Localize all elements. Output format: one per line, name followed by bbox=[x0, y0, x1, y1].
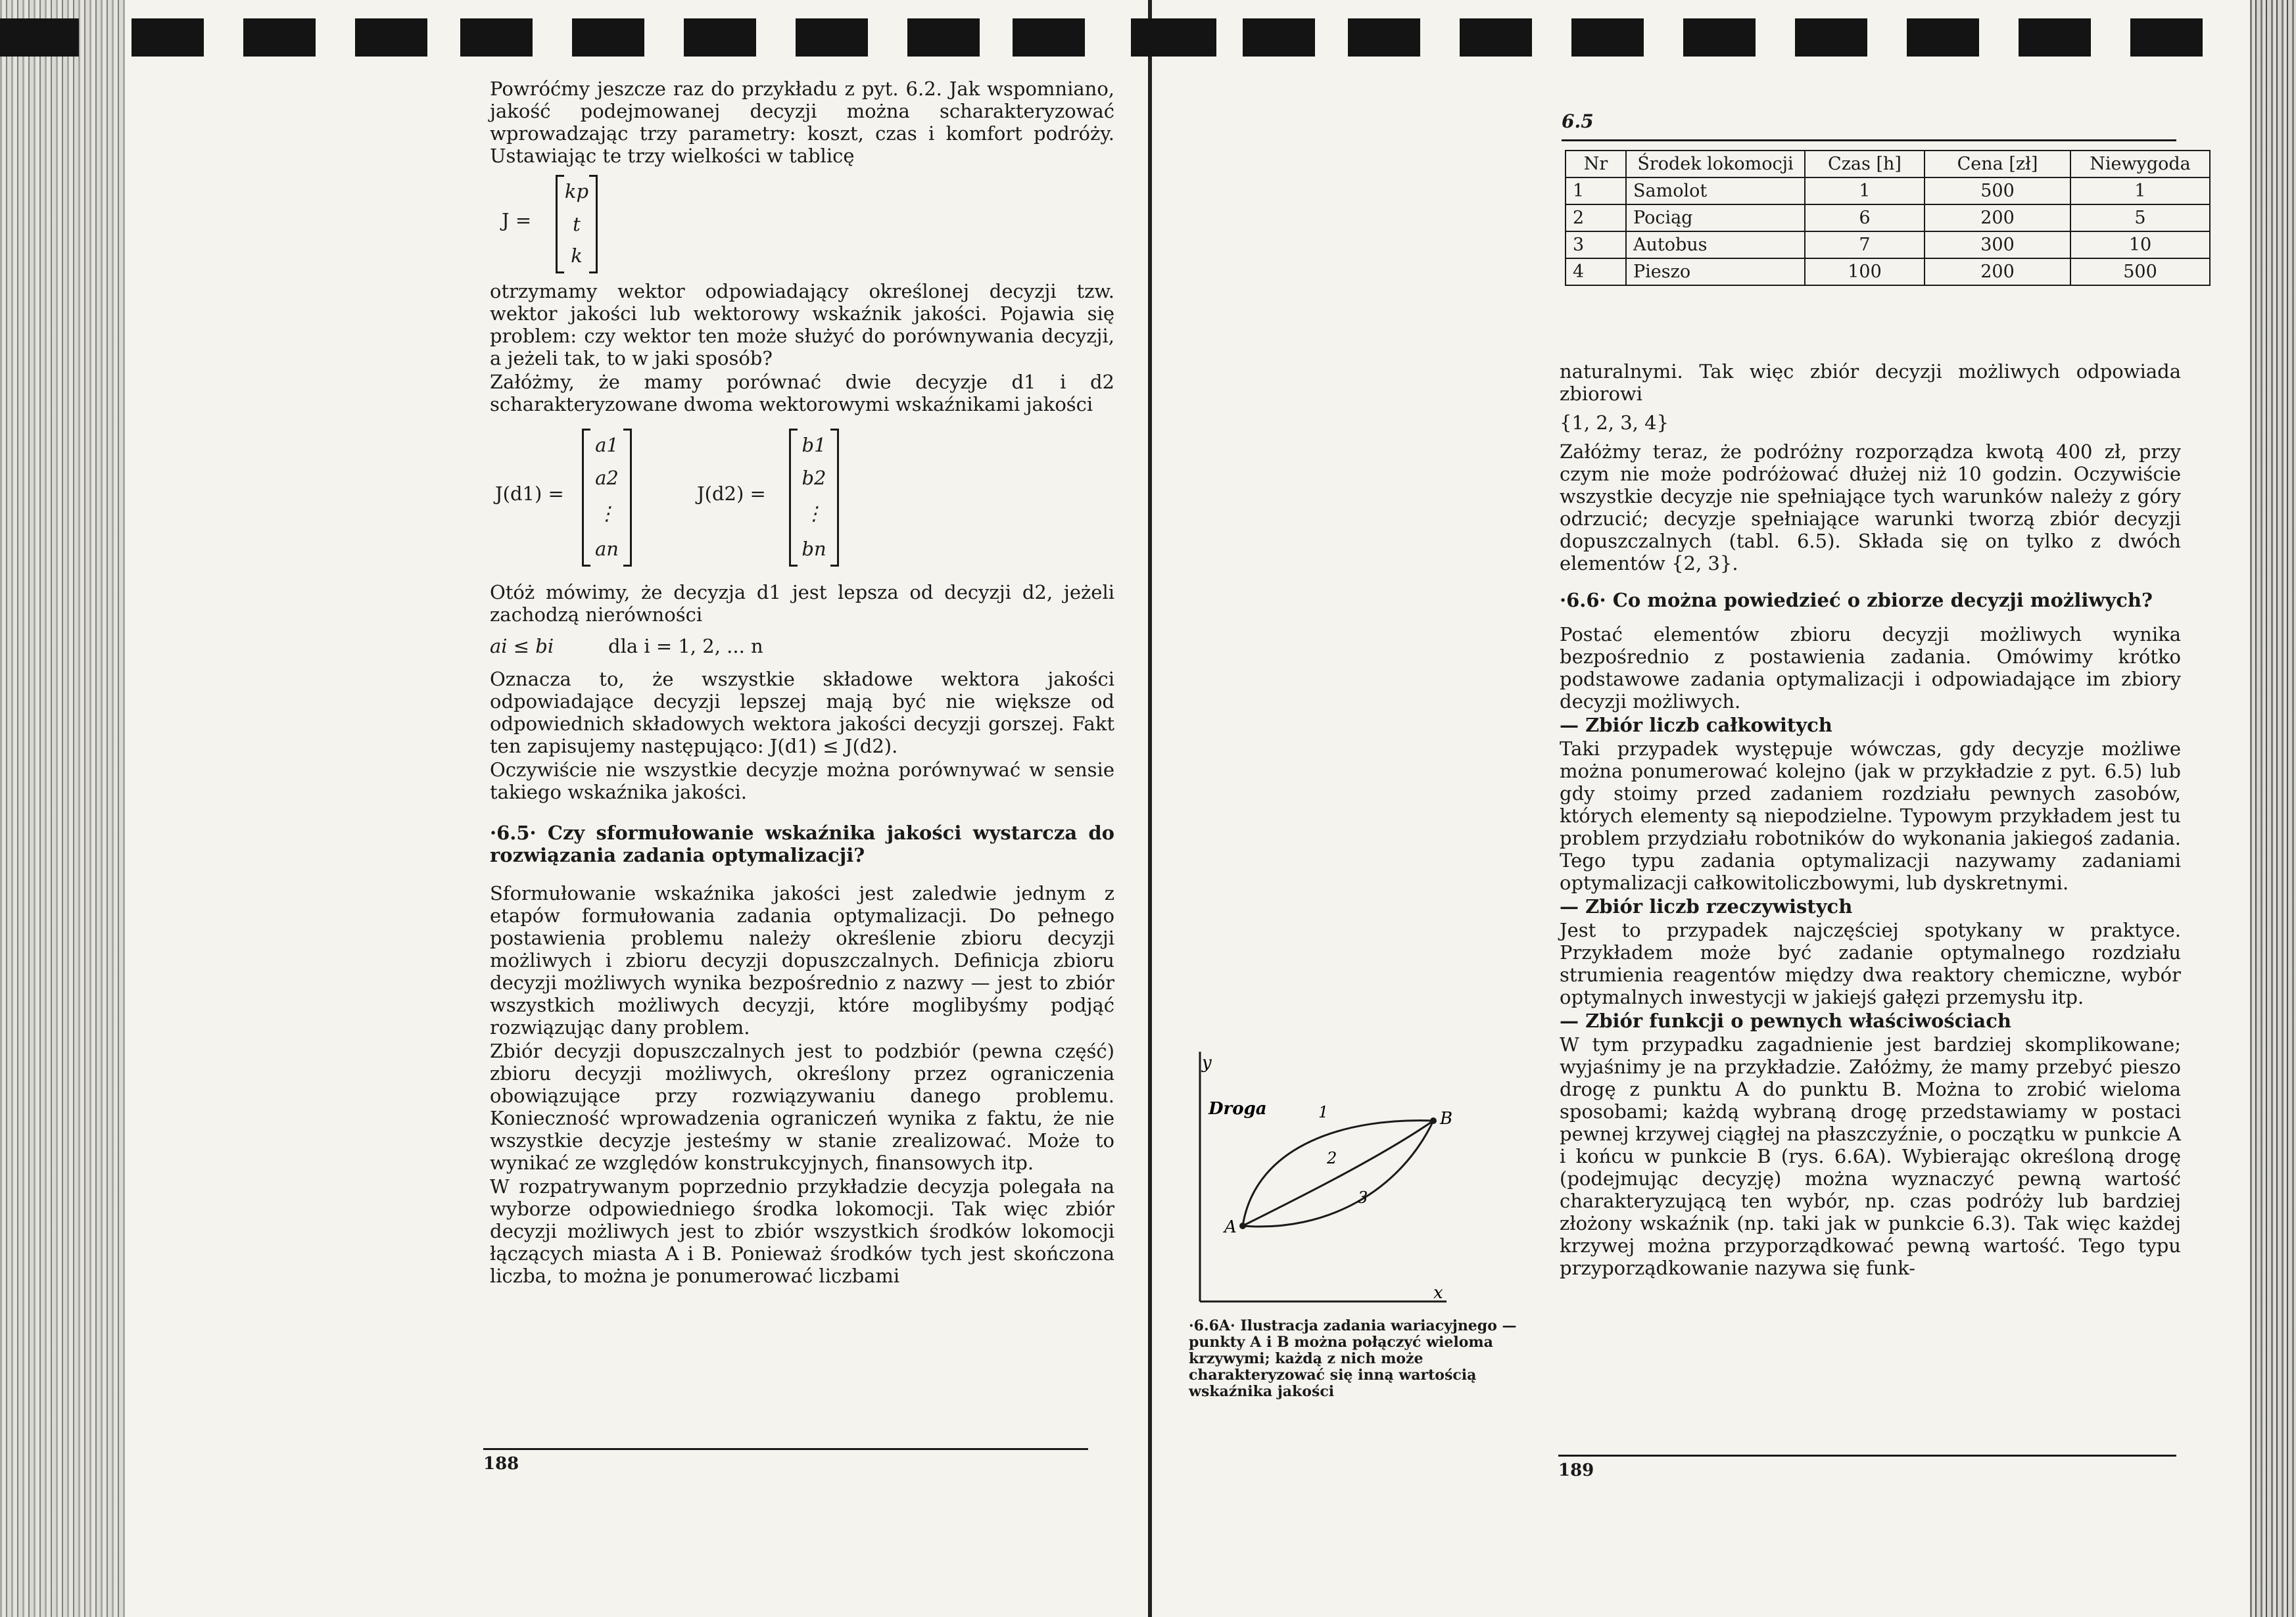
table-header: Czas [h] bbox=[1805, 151, 1925, 177]
table-row: 1 Samolot 1 500 1 bbox=[1566, 177, 2210, 204]
matrix-entry: ⋮ bbox=[804, 502, 824, 525]
path-curve-1 bbox=[1243, 1121, 1433, 1226]
x-axis-label: x bbox=[1433, 1283, 1443, 1303]
right-footer-rule bbox=[1558, 1455, 2176, 1457]
figure-variational-paths bbox=[1184, 1045, 1512, 1308]
scan-edge-right bbox=[2250, 0, 2296, 1617]
left-paragraph-9: W rozpatrywanym poprzednio przykładzie decyzja polegała na wyborze odpowiedniego środka lokomocji. Tak więc zbiór decyzji możliwych jest to zbiór wszystkich środków lokomocji łączących miasta A i B. Ponieważ środków tych jest skończona liczba, to można je ponumerować liczbami bbox=[490, 1175, 1114, 1287]
matrix-entry: b1 bbox=[801, 434, 826, 456]
left-page-column bbox=[490, 78, 1114, 1288]
equation-quality-vector bbox=[490, 168, 1114, 280]
matrix-b bbox=[789, 429, 839, 567]
left-paragraph-3: Załóżmy, że mamy porównać dwie decyzje d1 i d2 scharakteryzowane dwoma wektorowymi wskaźnikami jakości bbox=[490, 371, 1114, 415]
page-number-right: 189 bbox=[1558, 1461, 1594, 1480]
scan-top-border bbox=[0, 18, 2296, 58]
figure-caption: ·6.6A· Ilustracja zadania wariacyjnego — punkty A i B można połączyć wieloma krzywymi; każdą z nich może charakteryzować się inną wartością wskaźnika jakości bbox=[1189, 1317, 1517, 1400]
right-paragraph-2: Załóżmy teraz, że podróżny rozporządza kwotą 400 zł, przy czym nie może podróżować dłużej niż 10 godzin. Oczywiście wszystkie decyzje nie spełniające tych warunków należy z góry odrzucić; decyzje spełniające warunki tworzą zbiór decyzji dopuszczalnych (tabl. 6.5). Składa się on tylko z dwóch elementów {2, 3}. bbox=[1560, 440, 2181, 574]
right-paragraph-1: naturalnymi. Tak więc zbiór decyzji możliwych odpowiada zbiorowi bbox=[1560, 360, 2181, 405]
equation-lhs-a: J(d1) = bbox=[495, 482, 564, 505]
scan-edge-left bbox=[0, 0, 125, 1617]
left-paragraph-5: Oznacza to, że wszystkie składowe wektora jakości odpowiadające decyzji lepszej mają być nie większe od odpowiednich składowych wektora jakości decyzji gorszej. Fakt ten zapisujemy następująco: J(d1) ≤ J(d2). bbox=[490, 668, 1114, 757]
table-row: 4 Pieszo 100 200 500 bbox=[1566, 258, 2210, 285]
matrix-entry: t bbox=[573, 213, 581, 235]
section-heading-6-5: ·6.5· Czy sformułowanie wskaźnika jakości wystarcza do rozwiązania zadania optymalizacji? bbox=[490, 822, 1114, 866]
left-paragraph-7: Sformułowanie wskaźnika jakości jest zaledwie jednym z etapów formułowania zadania optymalizacji. Do pełnego postawienia problemu należy określenie zbioru decyzji możliwych i zbioru decyzji dopuszczalnych. Definicja zbioru decyzji możliwych wynika bezpośrednio z nazwy — jest to zbiór wszystkich możliwych decyzji, które moglibyśmy podjąć rozwiązując dany problem. bbox=[490, 882, 1114, 1039]
possible-decisions-set: {1, 2, 3, 4} bbox=[1560, 411, 1669, 434]
table-header: Środek lokomocji bbox=[1626, 151, 1805, 177]
table-6-5 bbox=[1565, 150, 2211, 286]
inequality-line bbox=[490, 630, 1114, 664]
matrix-entry: a1 bbox=[595, 434, 619, 456]
right-paragraph-3: Postać elementów zbioru decyzji możliwych wynika bezpośrednio z postawienia zadania. Omówimy krótko podstawowe zadania optymalizacji i odpowiadające im zbiory decyzji możliwych. bbox=[1560, 623, 2181, 713]
matrix-entry: a2 bbox=[595, 467, 619, 489]
section-heading-6-6: ·6.6· Co można powiedzieć o zbiorze decyzji możliwych? bbox=[1560, 589, 2153, 611]
table-label: 6.5 bbox=[1562, 110, 1594, 132]
left-paragraph-8: Zbiór decyzji dopuszczalnych jest to podzbiór (pewna część) zbioru decyzji możliwych, określony przez ograniczenia obowiązujące przy rozwiązywaniu danego problemu. Konieczność wprowadzenia ograniczeń wynika z faktu, że nie wszystkie decyzje jesteśmy w stanie zrealizować. Może to wynikać ze względów konstrukcyjnych, finansowych itp. bbox=[490, 1040, 1114, 1174]
left-paragraph-2: otrzymamy wektor odpowiadający określonej decyzji tzw. wektor jakości lub wektorowy wskaźnik jakości. Pojawia się problem: czy wektor ten może służyć do porównywania decyzji, a jeżeli tak, to w jaki sposób? bbox=[490, 280, 1114, 369]
table-header: Nr bbox=[1566, 151, 1626, 177]
table-row: 3 Autobus 7 300 10 bbox=[1566, 231, 2210, 258]
right-page-column bbox=[1560, 360, 2181, 1280]
matrix-entry: an bbox=[595, 538, 619, 560]
equation-lhs: J = bbox=[502, 209, 532, 231]
right-paragraph-5: Jest to przypadek najczęściej spotykany w praktyce. Przykładem może być zadanie optymalnego rozdziału strumienia reagentów między dwa reaktory chemiczne, wybór optymalnych inwestycji w jakiejś gałęzi przemysłu itp. bbox=[1560, 919, 2181, 1008]
table-row: 2 Pociąg 6 200 5 bbox=[1566, 204, 2210, 231]
left-footer-rule bbox=[483, 1448, 1088, 1450]
matrix-j bbox=[556, 175, 598, 273]
y-axis-label: y bbox=[1202, 1053, 1212, 1073]
matrix-entry: kp bbox=[564, 180, 589, 202]
left-paragraph-6: Oczywiście nie wszystkie decyzje można porównywać w sensie takiego wskaźnika jakości. bbox=[490, 759, 1114, 803]
left-paragraph-4: Otóż mówimy, że decyzja d1 jest lepsza od decyzji d2, jeżeli zachodzą nierówności bbox=[490, 581, 1114, 626]
book-gutter bbox=[1148, 0, 1152, 1617]
inequality-range: dla i = 1, 2, ... n bbox=[608, 635, 763, 657]
subheading-reals: — Zbiór liczb rzeczywistych bbox=[1560, 895, 1853, 918]
inequality-expression: ai ≤ bi bbox=[490, 635, 554, 657]
left-paragraph-1: Powróćmy jeszcze raz do przykładu z pyt. 6.2. Jak wspomniano, jakość podejmowanej decyzji można scharakteryzować wprowadzając trzy parametry: koszt, czas i komfort podróży. Ustawiając te trzy wielkości w tablicę bbox=[490, 78, 1114, 167]
subheading-functions: — Zbiór funkcji o pewnych właściwościach bbox=[1560, 1010, 2011, 1032]
point-a-label: A bbox=[1224, 1217, 1237, 1237]
figure-6-6a bbox=[1184, 1045, 1512, 1308]
table-header: Niewygoda bbox=[2070, 151, 2210, 177]
matrix-a bbox=[582, 429, 632, 567]
point-b-label: B bbox=[1440, 1109, 1453, 1129]
equation-lhs-b: J(d2) = bbox=[697, 482, 766, 505]
right-paragraph-4: Taki przypadek występuje wówczas, gdy decyzje możliwe można ponumerować kolejno (jak w przykładzie z pyt. 6.5) lub gdy stoimy przed zadaniem rozdziału pewnych zasobów, których elementy są niepodzielne. Typowym przykładem jest tu problem przydziału robotników do wykonania jakiegoś zadania. Tego typu zadania optymalizacji nazywamy zadaniami optymalizacji całkowitoliczbowymi, lub dyskretnymi. bbox=[1560, 738, 2181, 894]
matrix-entry: k bbox=[571, 245, 583, 267]
matrix-entry: bn bbox=[801, 538, 826, 560]
page-number-left: 188 bbox=[483, 1454, 519, 1474]
path-curve-2 bbox=[1243, 1121, 1433, 1226]
curve-label-3: 3 bbox=[1358, 1188, 1368, 1207]
subheading-integers: — Zbiór liczb całkowitych bbox=[1560, 714, 1832, 736]
right-paragraph-6: W tym przypadku zagadnienie jest bardziej skomplikowane; wyjaśnimy je na przykładzie. Załóżmy, że mamy przebyć pieszo drogę z punktu A do punktu B. Można to zrobić wieloma sposobami; każdą wybraną drogę przedstawiamy w postaci pewnej krzywej ciągłej na płaszczyźnie, o początku w punkcie A i końcu w punkcie B (rys. 6.6A). Wybierając określoną drogę (podejmując decyzję) można wyznaczyć pewną wartość charakteryzującą ten wybór, np. czas podróży lub bardziej złożony wskaźnik (np. taki jak w punkcie 6.3). Tak więc każdej krzywej można przyporządkować pewną wartość. Tego typu przyporządkowanie nazywa się funk- bbox=[1560, 1033, 2181, 1279]
road-label: Droga bbox=[1208, 1099, 1267, 1119]
equation-two-vectors bbox=[490, 417, 1114, 581]
table-top-rule bbox=[1562, 139, 2176, 141]
matrix-entry: b2 bbox=[801, 467, 826, 489]
table-header: Cena [zł] bbox=[1925, 151, 2070, 177]
curve-label-2: 2 bbox=[1327, 1149, 1337, 1167]
curve-label-1: 1 bbox=[1318, 1103, 1329, 1121]
matrix-entry: ⋮ bbox=[597, 502, 617, 525]
